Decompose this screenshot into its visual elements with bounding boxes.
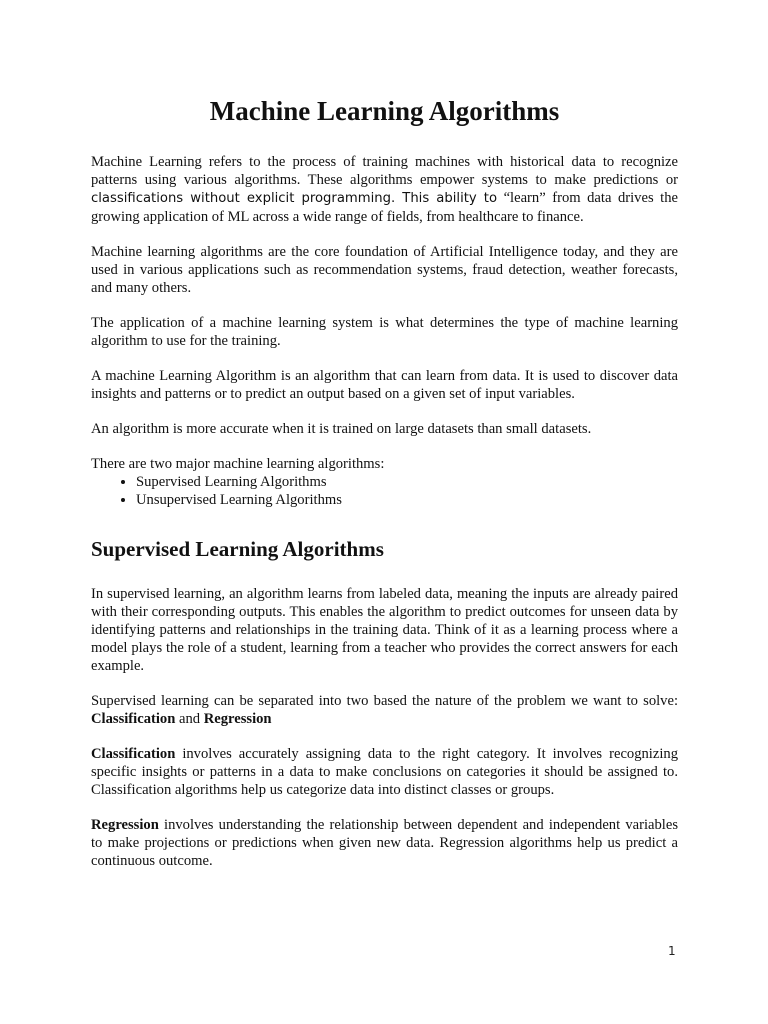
algorithm-types-intro: There are two major machine learning algorithms: <box>91 456 385 473</box>
conjunction-text: and <box>175 710 204 727</box>
regression-term-inline: Regression <box>203 710 272 727</box>
supervised-paragraph-2-text: Supervised learning can be separated into two based the nature of the problem we want to solve: <box>91 692 678 709</box>
intro-paragraph-5: An algorithm is more accurate when it is trained on large datasets than small datasets. <box>91 421 592 438</box>
document-body <box>91 95 678 887</box>
regression-description: involves understanding the relationship between dependent and independent variables to make projections or predictions when given new data. Regression algorithms help us predict a continuous outcome. <box>91 816 678 869</box>
list-item: • Unsupervised Learning Algorithms <box>136 491 678 509</box>
supervised-paragraph-2 <box>91 692 678 728</box>
regression-term: Regression <box>91 816 159 833</box>
list-item: • Supervised Learning Algorithms <box>136 473 678 491</box>
intro-paragraph-3: The application of a machine learning system is what determines the type of machine learning algorithm to use for the training. <box>91 315 678 350</box>
algorithm-types-list <box>91 473 678 509</box>
page-number: 1 <box>668 944 676 958</box>
classification-description: involves accurately assigning data to the right category. It involves recognizing specific insights or patterns in a data to make conclusions on categories it should be assigned to. Classification algorithms help us categorize data into distinct classes or groups. <box>91 745 678 798</box>
intro-paragraph-1 <box>91 153 678 226</box>
classification-term: Classification <box>91 745 176 762</box>
intro-paragraph-4: A machine Learning Algorithm is an algorithm that can learn from data. It is used to discover data insights and patterns or to predict an output based on a given set of input variables. <box>91 368 678 403</box>
supervised-paragraph-1: In supervised learning, an algorithm learns from labeled data, meaning the inputs are already paired with their corresponding outputs. This enables the algorithm to predict outcomes for unseen data by identifying patterns and relationships in the training data. Think of it as a learning process where a model plays the role of a student, learning from a teacher who provides the correct answers for each example. <box>91 585 678 674</box>
intro-paragraph-1-start: Machine Learning refers to the process of training machines with historical data to recognize patterns using various algorithms. These algorithms empower systems to make predictions or <box>91 154 678 189</box>
classification-paragraph <box>91 745 678 799</box>
intro-paragraph-1-end: “learn” from data drives the growing application of ML across a wide range of fields, from healthcare to finance. <box>91 190 679 226</box>
section-heading-supervised: Supervised Learning Algorithms <box>91 537 384 562</box>
classification-term-inline: Classification <box>91 710 176 727</box>
document-title: Machine Learning Algorithms <box>209 96 560 126</box>
regression-paragraph <box>91 816 678 870</box>
intro-paragraph-1-alt-font: classifications without explicit programming. This ability to <box>91 191 498 207</box>
intro-paragraph-2: Machine learning algorithms are the core foundation of Artificial Intelligence today, and they are used in various applications such as recommendation systems, fraud detection, weather forecasts, and many others. <box>91 244 678 297</box>
